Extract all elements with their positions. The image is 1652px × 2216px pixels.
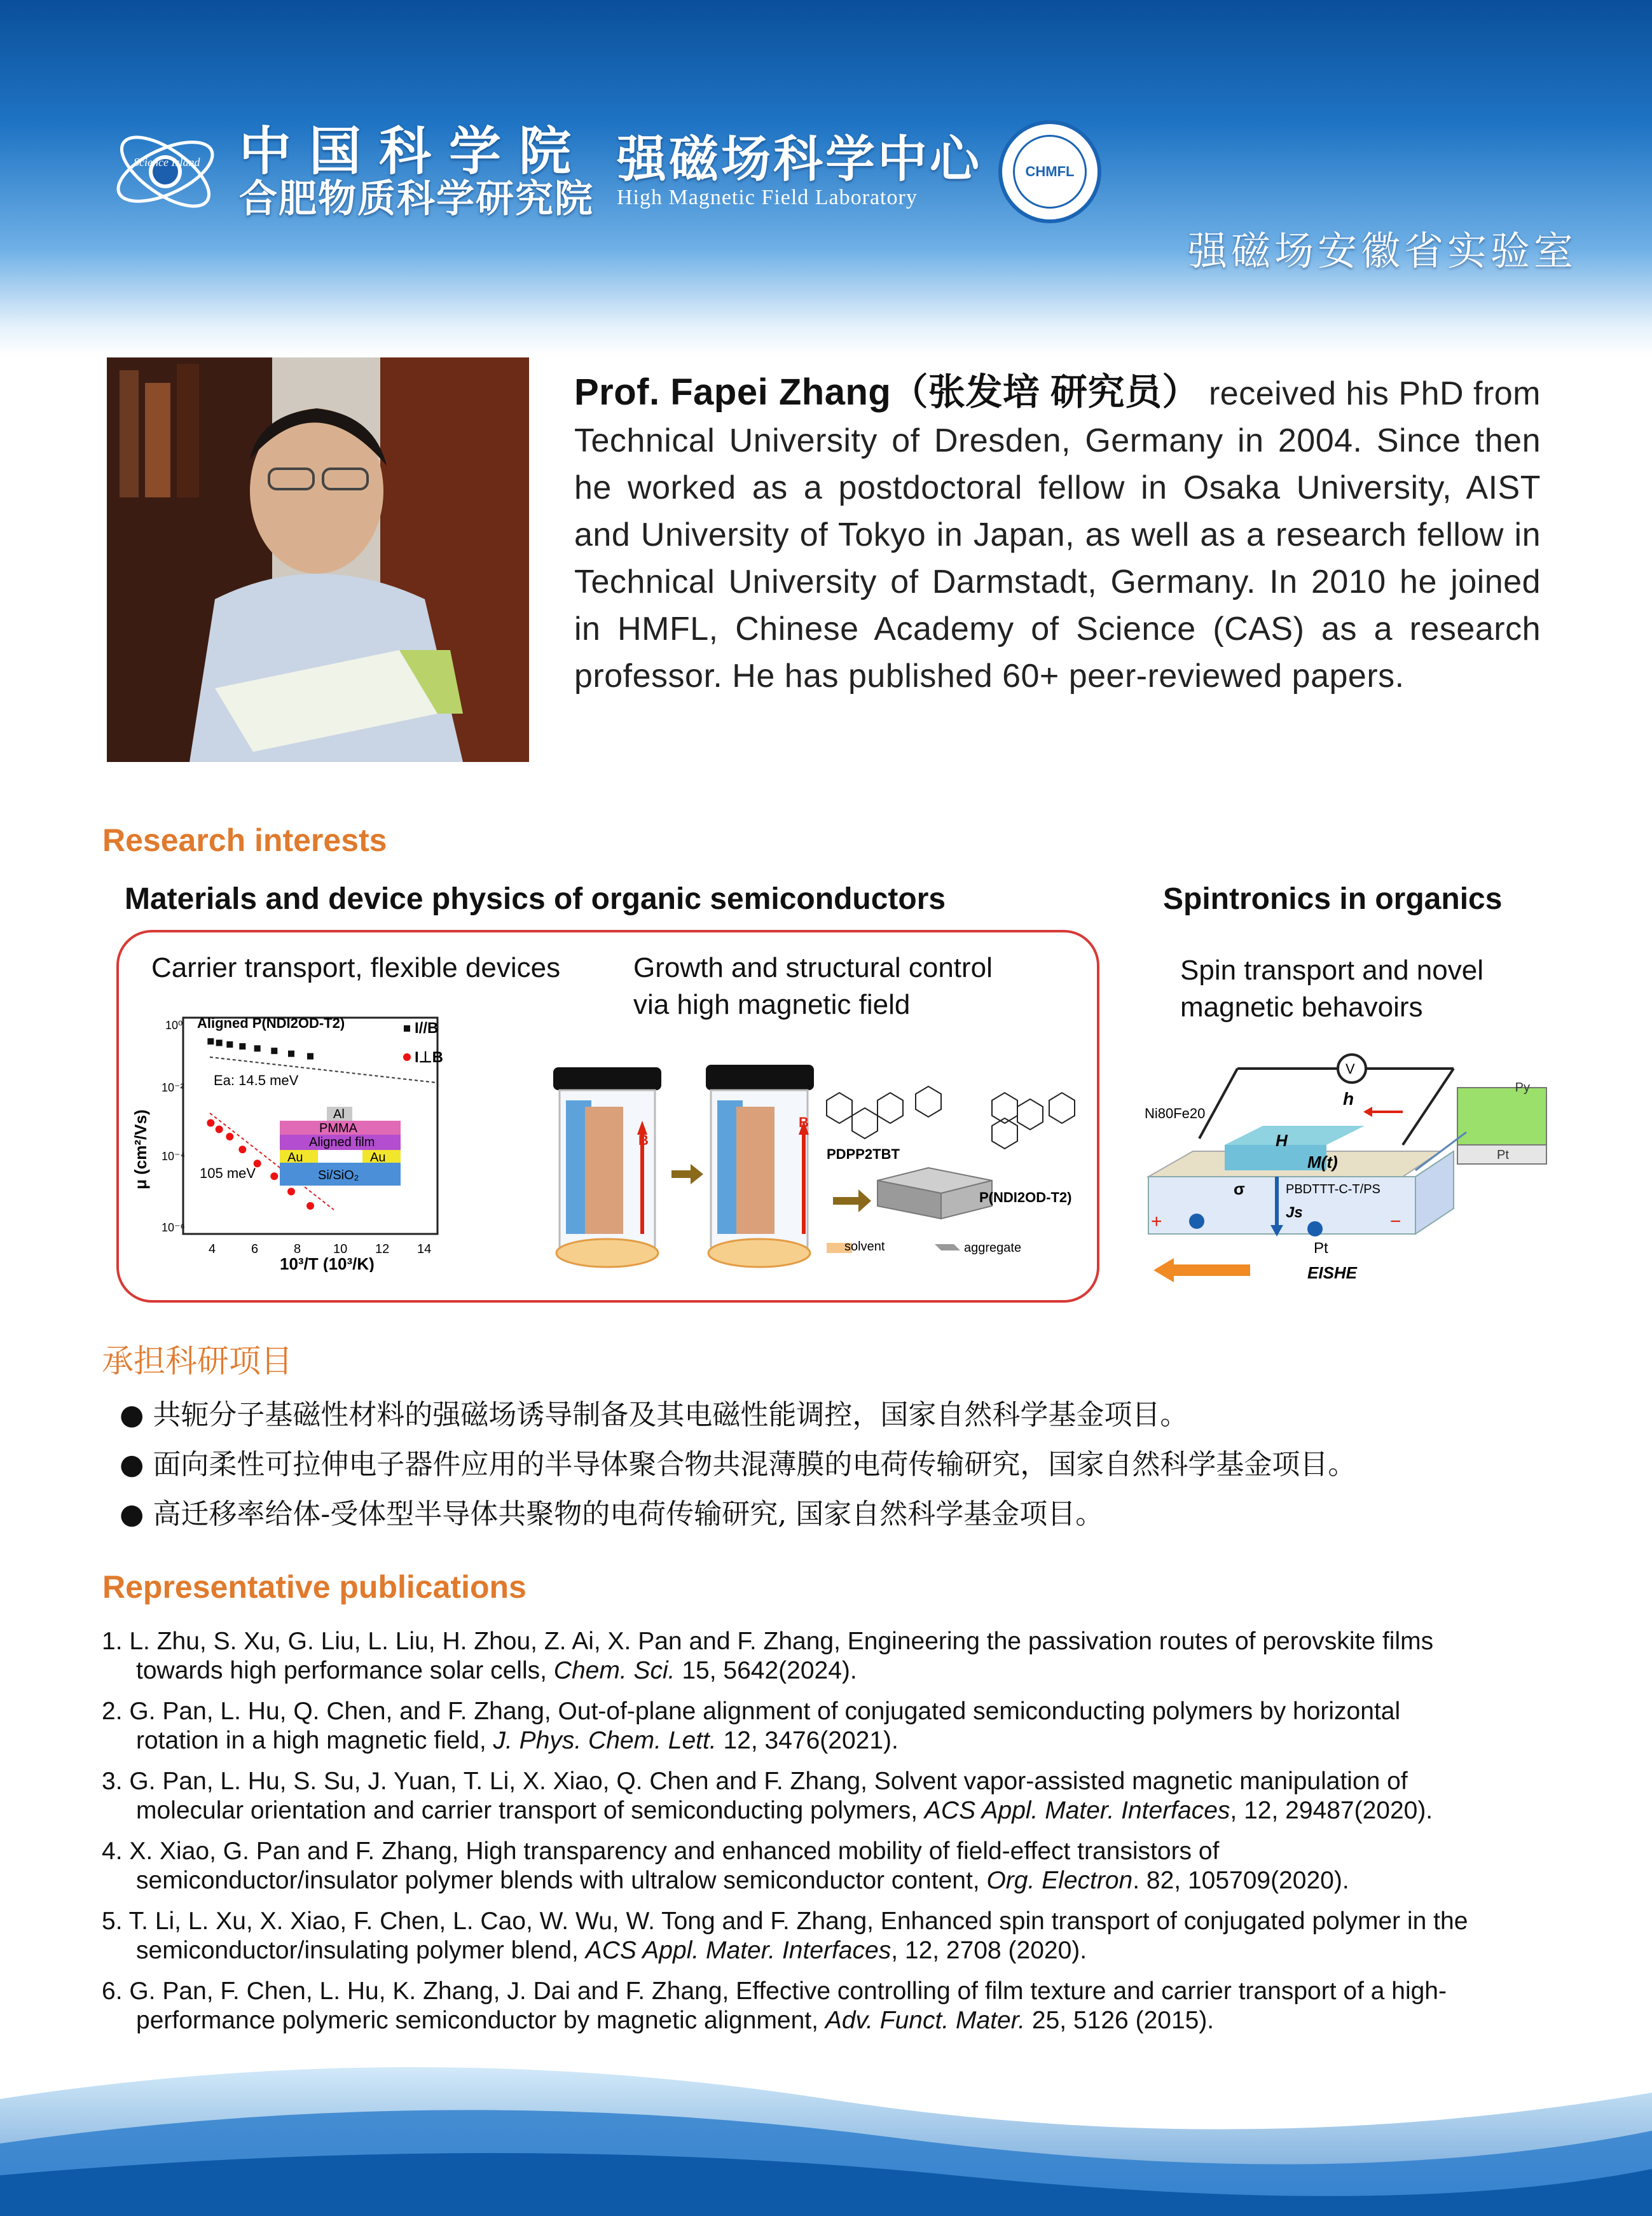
aggregate-swatch — [935, 1244, 960, 1250]
science-island-label: Science Island — [134, 156, 200, 169]
data-point — [238, 1146, 246, 1153]
data-point — [271, 1048, 277, 1054]
svg-text:Si/SiO₂: Si/SiO₂ — [318, 1168, 359, 1182]
data-point — [288, 1051, 294, 1057]
field-label: B — [638, 1132, 649, 1148]
aggregate-blocks — [878, 1168, 992, 1219]
data-point — [207, 1119, 214, 1127]
py-inset — [1457, 1088, 1546, 1145]
polymer1-label: PDPP2TBT — [827, 1146, 900, 1162]
legend-par-marker — [404, 1025, 410, 1032]
cas-name-line2: 合肥物质科学研究院 — [239, 176, 594, 221]
lab-name-cn: 强磁场科学中心 — [617, 130, 982, 189]
molecule-structures — [827, 1086, 1075, 1149]
vial-right — [706, 1065, 814, 1267]
bio-paragraph — [574, 369, 1541, 700]
svg-text:Al: Al — [333, 1107, 345, 1121]
caption-spin-l1: Spin transport and novel — [1180, 955, 1483, 986]
data-point — [226, 1041, 233, 1048]
projects-heading: 承担科研项目 — [102, 1343, 293, 1380]
chmfl-label: CHMFL — [1025, 163, 1075, 179]
material-label: PBDTTT-C-T/PS — [1286, 1182, 1380, 1196]
data-point — [216, 1125, 223, 1133]
legend-perp: I⊥B — [415, 1049, 443, 1066]
research-right-title: Spintronics in organics — [1163, 882, 1503, 916]
ea-label-1: Ea: 14.5 meV — [214, 1072, 299, 1088]
research-left-title: Materials and device physics of organic semiconductors — [125, 882, 946, 916]
vial-left — [553, 1067, 661, 1267]
device-stack — [280, 1107, 401, 1186]
svg-text:B: B — [799, 1114, 809, 1130]
fig1-ylabel: μ (cm²/Vs) — [131, 1109, 150, 1189]
ea-label-2: 105 meV — [200, 1165, 256, 1181]
growth-figure — [547, 1056, 1094, 1272]
sigma-label: σ — [1234, 1179, 1245, 1198]
spin-figure — [1136, 1043, 1555, 1291]
data-point — [226, 1133, 233, 1140]
caption-growth-l2: via high magnetic field — [633, 989, 911, 1020]
svg-text:Aligned film: Aligned film — [309, 1135, 375, 1149]
aggregate-label: aggregate — [964, 1241, 1022, 1255]
publication-item: 6. G. Pan, F. Chen, L. Hu, K. Zhang, J. Dai and F. Zhang, Effective controlling of film texture and carrier transport of a high- performance polymeric semiconductor by magnetic alignment, Adv. Funct. Mater. 25, 5126 (2015). — [102, 1977, 1447, 2034]
nife-label: Ni80Fe20 — [1145, 1105, 1206, 1121]
mobility-chart — [121, 1005, 515, 1272]
h-label: h — [1343, 1089, 1354, 1109]
data-point — [307, 1053, 313, 1060]
xtick: 8 — [294, 1242, 301, 1256]
publications-heading: Representative publications — [102, 1569, 527, 1605]
legend-par: I//B — [415, 1020, 439, 1037]
minus-label: − — [1390, 1211, 1401, 1232]
data-point — [207, 1038, 214, 1044]
legend-perp-marker — [403, 1053, 411, 1061]
lab-name-block — [617, 130, 982, 210]
plus-label: + — [1151, 1211, 1162, 1232]
H-label: H — [1276, 1131, 1288, 1150]
eishe-arrow — [1153, 1258, 1174, 1282]
caption-spin-l2: magnetic behavoirs — [1180, 992, 1423, 1023]
caption-carrier-transport: Carrier transport, flexible devices — [151, 952, 561, 983]
bio-name: Prof. Fapei Zhang（张发培 研究员） — [574, 371, 1199, 413]
arrow-icon — [833, 1189, 871, 1212]
svg-text:Au: Au — [370, 1151, 386, 1165]
xtick: 14 — [417, 1242, 432, 1256]
cas-name-line1: 中国科学院 — [239, 121, 589, 183]
xtick: 6 — [251, 1242, 259, 1256]
xtick: 12 — [375, 1242, 390, 1256]
cas-name — [239, 121, 594, 221]
xtick: 4 — [209, 1242, 216, 1256]
science-island-logo — [108, 118, 223, 226]
publication-item: 2. G. Pan, L. Hu, Q. Chen, and F. Zhang, Out-of-plane alignment of conjugated semiconducting polymers by horizontal rotation in a high magnetic field, J. Phys. Chem. Lett. 12, 3476(2021). — [102, 1698, 1401, 1754]
fig1-title: Aligned P(NDI2OD-T2) — [197, 1015, 345, 1031]
ytick: 10⁻² — [162, 1081, 184, 1094]
ytick: 10⁻⁶ — [162, 1221, 185, 1234]
xtick: 10 — [333, 1242, 348, 1256]
pt-inset-label: Pt — [1497, 1148, 1509, 1162]
mt-label: M(t) — [1307, 1153, 1338, 1172]
data-point — [254, 1045, 261, 1051]
eishe-label: EISHE — [1307, 1263, 1358, 1282]
projects-list — [120, 1392, 1356, 1541]
province-lab-title: 强磁场安徽省实验室 — [1187, 228, 1577, 274]
arrow-icon — [671, 1164, 703, 1184]
logo-row — [108, 114, 1101, 229]
svg-text:Py: Py — [1515, 1081, 1530, 1095]
v-label: V — [1346, 1061, 1355, 1077]
bio-text: received his PhD from Technical University of Dresden, Germany in 2004. Since then he worked as a postdoctoral fellow in Osaka University, AIST and University of Tokyo in Japan, as well as a research fellow in Technical University of Darmstadt, Germany. In 2010 he joined in HMFL, Chinese Academy of Science (CAS) as a research professor. He has published 60+ peer-reviewed papers. — [574, 375, 1541, 695]
data-point — [287, 1188, 295, 1195]
portrait-photo — [107, 357, 529, 762]
ytick: 10⁰ — [165, 1019, 183, 1032]
fig1-xlabel: 10³/T (10³/K) — [280, 1254, 375, 1272]
publication-item: 1. L. Zhu, S. Xu, G. Liu, L. Liu, H. Zhou, Z. Ai, X. Pan and F. Zhang, Engineering the passivation routes of perovskite films towards high performance solar cells, Chem. Sci. 15, 5642(2024). — [102, 1628, 1434, 1684]
js-label: Js — [1286, 1204, 1303, 1221]
publication-item: 3. G. Pan, L. Hu, S. Su, J. Yuan, T. Li, X. Xiao, Q. Chen and F. Zhang, Solvent vapor-assisted magnetic manipulation of molecular orientation and carrier transport of semiconducting polymers, ACS Appl. Mater. Interfaces, 12, 29487(2020). — [102, 1768, 1433, 1824]
data-point — [216, 1040, 223, 1046]
list-item: ● 高迁移率给体-受体型半导体共聚物的电荷传输研究, 国家自然科学基金项目。 — [120, 1498, 1104, 1530]
list-item: ● 共轭分子基磁性材料的强磁场诱导制备及其电磁性能调控，国家自然科学基金项目。 — [120, 1399, 1188, 1431]
publication-item: 4. X. Xiao, G. Pan and F. Zhang, High transparency and enhanced mobility of field-effect transistors of semiconductor/insulator polymer blends with ultralow semiconductor content, Org. Electron. 82, 105709(2020). — [102, 1838, 1349, 1894]
polymer2-label: P(NDI2OD-T2) — [979, 1189, 1072, 1205]
data-point — [239, 1043, 245, 1049]
research-heading: Research interests — [102, 822, 387, 858]
pt-label: Pt — [1314, 1240, 1328, 1257]
footer-waves — [0, 2023, 1652, 2216]
data-point — [270, 1172, 278, 1180]
svg-text:PMMA: PMMA — [319, 1121, 357, 1135]
data-point — [306, 1202, 314, 1210]
ytick: 10⁻⁴ — [162, 1150, 186, 1163]
caption-growth-l1: Growth and structural control — [633, 952, 993, 983]
publications-list — [102, 1627, 1564, 2047]
svg-text:Au: Au — [287, 1151, 303, 1165]
solvent-label: solvent — [844, 1240, 885, 1254]
publication-item: 5. T. Li, L. Xu, X. Xiao, F. Chen, L. Cao, W. Wu, W. Tong and F. Zhang, Enhanced spin transport of conjugated polymer in the semiconductor/insulating polymer blend, ACS Appl. Mater. Interfaces, 12, 2708 (2020). — [102, 1908, 1468, 1964]
chmfl-seal — [998, 120, 1101, 223]
lab-name-en: High Magnetic Field Laboratory — [617, 185, 918, 209]
list-item: ● 面向柔性可拉伸电子器件应用的半导体聚合物共混薄膜的电荷传输研究，国家自然科学基金项目。 — [120, 1448, 1356, 1481]
